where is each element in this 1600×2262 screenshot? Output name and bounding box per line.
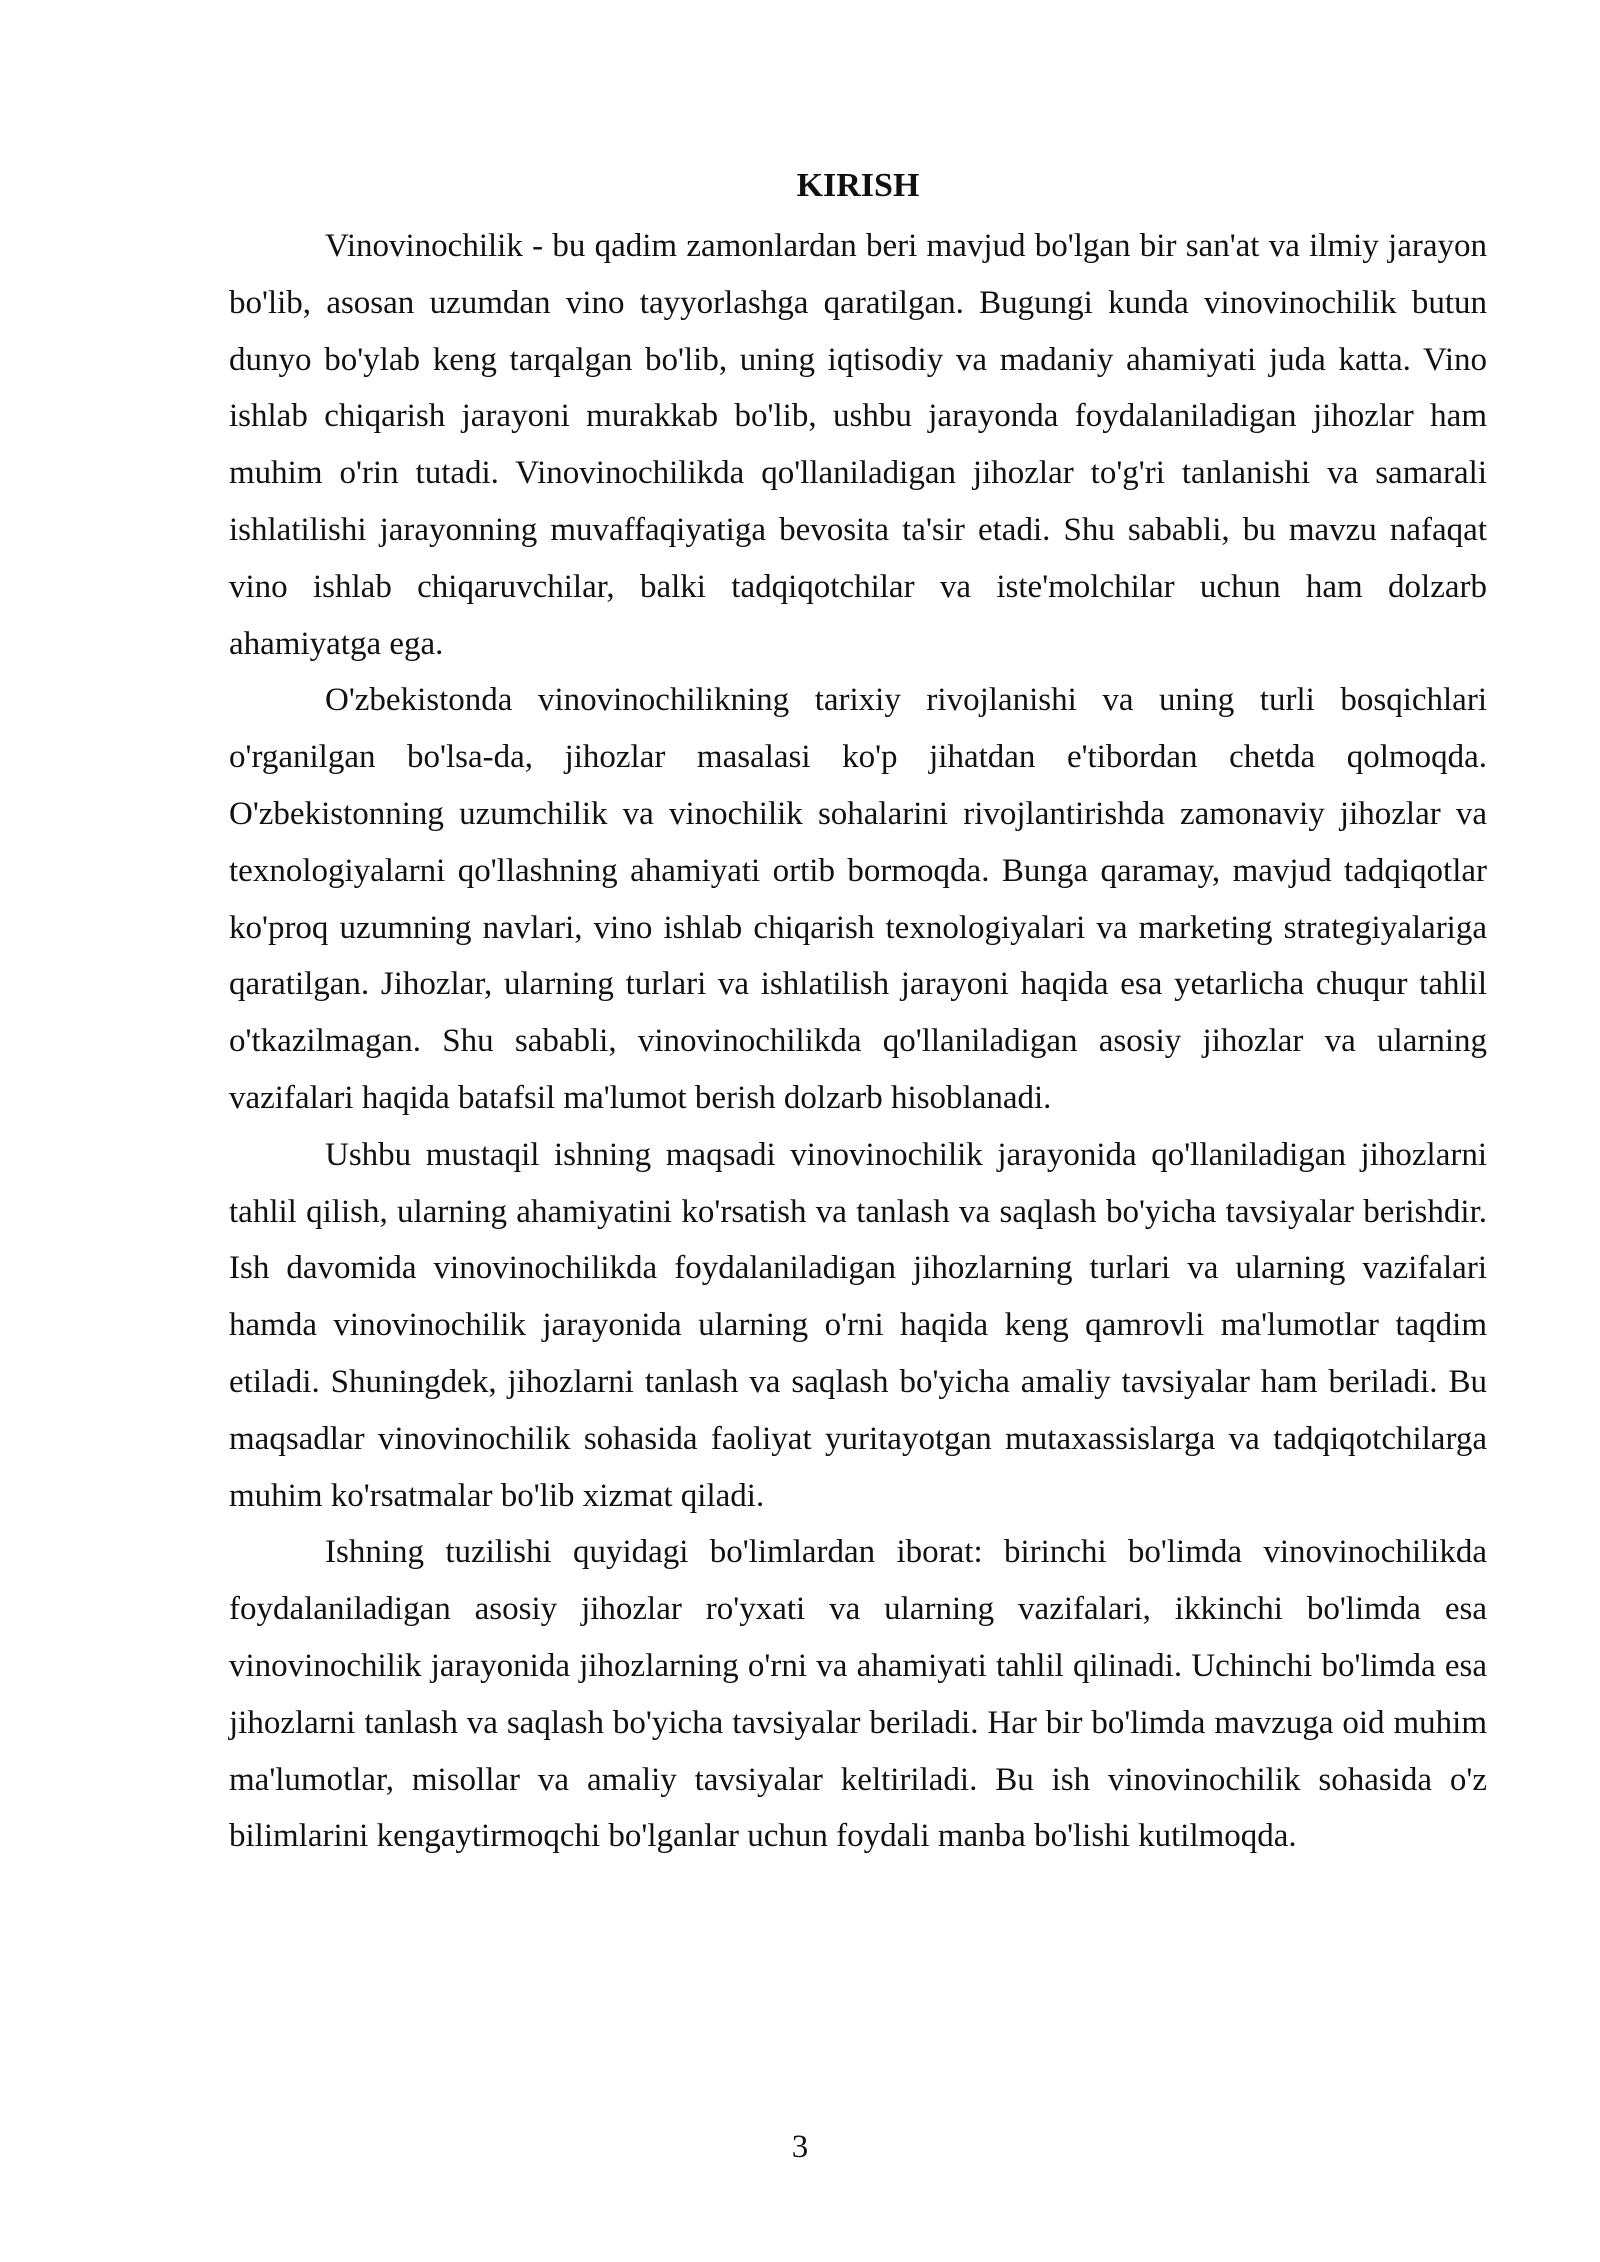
paragraph-introduction: Vinovinochilik - bu qadim zamonlardan beri mavjud bo'lgan bir san'at va ilmiy jarayon bo'lib, asosan uzumdan vino tayyorlashga qaratilgan. Bugungi kunda vinovinochilik butun dunyo bo'ylab keng tarqalgan bo'lib, uning iqtisodiy va madaniy ahamiyati juda katta. Vino ishlab chiqarish jarayoni murakkab bo'lib, ushbu jarayonda foydalaniladigan jihozlar ham muhim o'rin tutadi. Vinovinochilikda qo'llaniladigan jihozlar to'g'ri tanlanishi va samarali ishlatilishi jarayonning muvaffaqiyatiga bevosita ta'sir etadi. Shu sababli, bu mavzu nafaqat vino ishlab chiqaruvchilar, balki tadqiqotchilar va iste'molchilar uchun ham dolzarb ahamiyatga ega. (229, 228, 1487, 662)
page-content (229, 162, 1487, 1865)
section-heading: KIRISH (796, 167, 920, 204)
paragraph-uzbekistan-context: O'zbekistonda vinovinochilikning tarixiy rivojlanishi va uning turli bosqichlari o'rganilgan bo'lsa-da, jihozlar masalasi ko'p jihatdan e'tibordan chetda qolmoqda. O'zbekistonning uzumchilik va vinochilik sohalarini rivojlantirishda zamonaviy jihozlar va texnologiyalarni qo'llashning ahamiyati ortib bormoqda. Bunga qaramay, mavjud tadqiqotlar ko'proq uzumning navlari, vino ishlab chiqarish texnologiyalari va marketing strategiyalariga qaratilgan. Jihozlar, ularning turlari va ishlatilish jarayoni haqida esa yetarlicha chuqur tahlil o'tkazilmagan. Shu sababli, vinovinochilikda qo'llaniladigan asosiy jihozlar va ularning vazifalari haqida batafsil ma'lumot berish dolzarb hisoblanadi. (229, 682, 1487, 1116)
paragraph-structure: Ishning tuzilishi quyidagi bo'limlardan iborat: birinchi bo'limda vinovinochilikda foydalaniladigan asosiy jihozlar ro'yxati va ularning vazifalari, ikkinchi bo'limda esa vinovinochilik jarayonida jihozlarning o'rni va ahamiyati tahlil qilinadi. Uchinchi bo'limda esa jihozlarni tanlash va saqlash bo'yicha tavsiyalar beriladi. Har bir bo'limda mavzuga oid muhim ma'lumotlar, misollar va amaliy tavsiyalar keltiriladi. Bu ish vinovinochilik sohasida o'z bilimlarini kengaytirmoqchi bo'lganlar uchun foydali manba bo'lishi kutilmoqda. (229, 1534, 1487, 1855)
paragraph-goal: Ushbu mustaqil ishning maqsadi vinovinochilik jarayonida qo'llaniladigan jihozlarni tahlil qilish, ularning ahamiyatini ko'rsatish va tanlash va saqlash bo'yicha tavsiyalar berishdir. Ish davomida vinovinochilikda foydalaniladigan jihozlarning turlari va ularning vazifalari hamda vinovinochilik jarayonida ularning o'rni haqida keng qamrovli ma'lumotlar taqdim etiladi. Shuningdek, jihozlarni tanlash va saqlash bo'yicha amaliy tavsiyalar ham beriladi. Bu maqsadlar vinovinochilik sohasida faoliyat yuritayotgan mutaxassislarga va tadqiqotchilarga muhim ko'rsatmalar bo'lib xizmat qiladi. (229, 1136, 1487, 1514)
page-number: 3 (791, 2129, 809, 2165)
